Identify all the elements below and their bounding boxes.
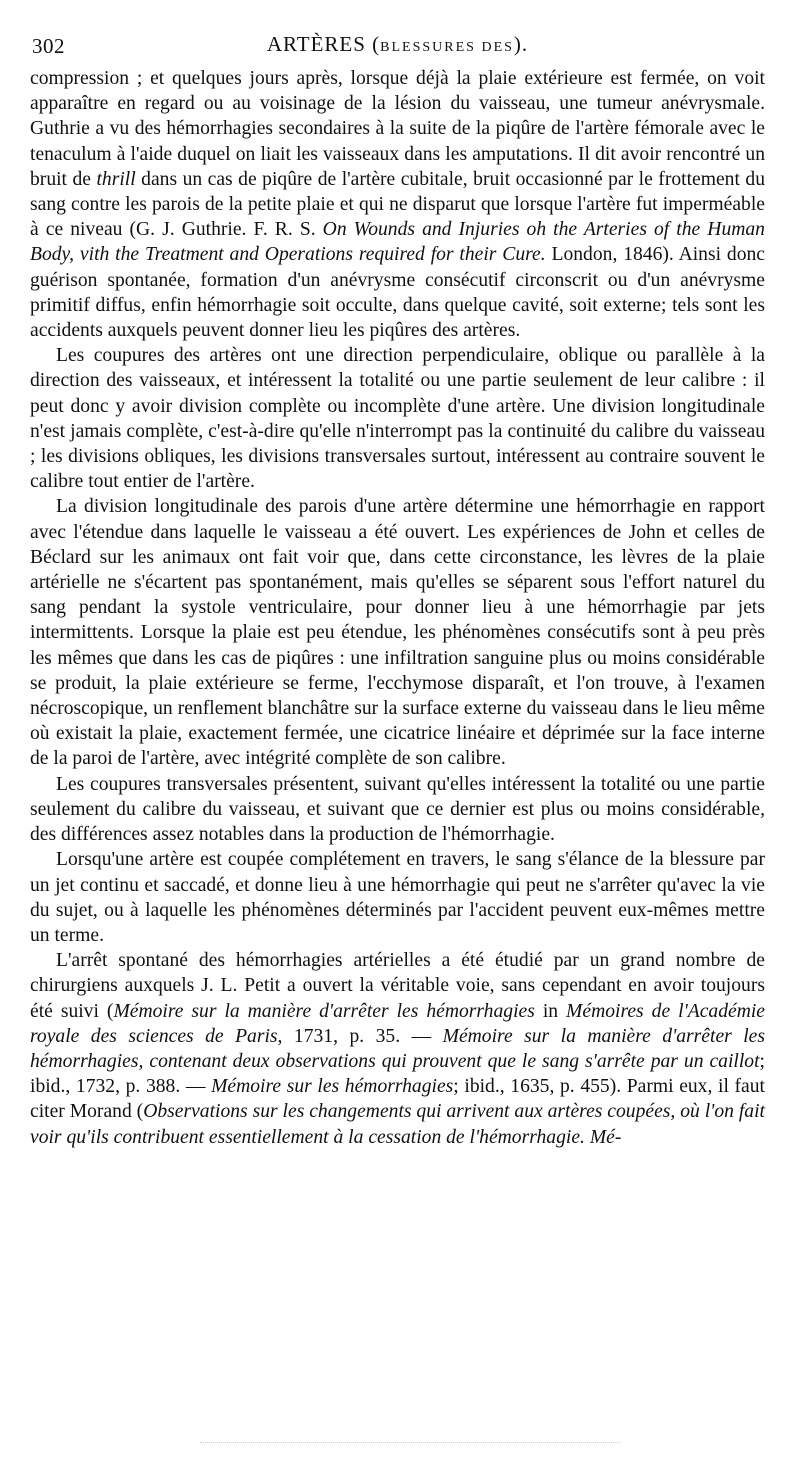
running-title-main: ARTÈRES ( — [266, 32, 381, 56]
text-run: compression ; et quelques jours après, lorsque déjà la plaie extérieure est fermée, on voit apparaître en regard ou au voisinage de la lésion du vaisseau, une tumeur anévrysmale. Guthrie a vu des hémorrhagies secondaires à la suite de la piqûre de l'artère fémorale avec le tenaculum à l'aide duquel on liait les vaisseaux dans les amputations. Il dit avoir rencontré un bruit de — [30, 68, 765, 190]
italic-citation: On Wounds and Injuries oh the Arteries of the Human Body, vith the Treatment and Operations required for their Cure. — [30, 219, 765, 266]
text-run: La division longitudinale des parois d'une artère détermine une hémorrhagie en rapport avec l'étendue dans laquelle le vaisseau a été ouvert. Les expériences de John et celles de Béclard sur les animaux ont fait voir que, dans cette circonstance, les lèvres de la plaie artérielle ne s'écartent pas spontanément, mais qu'elles se séparent sous l'effort naturel du sang pendant la systole ventriculaire, pour donner lieu à une hémorrhagie par jets intermittents. Lorsque la plaie est peu étendue, les phénomènes consécutifs sont à peu près les mêmes que dans les cas de piqûres : une infiltration sanguine plus ou moins considérable se produit, la plaie extérieure se ferme, l'ecchymose disparaît, et l'on trouve, à l'examen nécroscopique, un renflement blanchâtre sur la surface externe du vaisseau dans le lieu même où existait la plaie, exactement fermée, une cicatrice linéaire et déprimée sur la face interne de la paroi de l'artère, avec intégrité complète de son calibre. — [30, 496, 765, 770]
paragraph-p6 — [30, 948, 765, 1150]
paragraph-p4 — [30, 772, 765, 848]
text-run: , 1731, p. 35. — — [277, 1025, 443, 1047]
paragraph-p5 — [30, 847, 765, 948]
paragraph-p2 — [30, 343, 765, 494]
page-footer-rule — [200, 1442, 620, 1447]
text-run: London, 1846). Ainsi donc guérison spontanée, formation d'un anévrysme consécutif circonscrit ou d'un anévrysme primitif diffus, enfin hémorrhagie soit occulte, dans quelque cavité, soit externe; tels sont les accidents auxquels peuvent donner lieu les piqûres des artères. — [30, 244, 765, 342]
body-text — [30, 66, 765, 1150]
text-run: dans un cas de piqûre de l'artère cubitale, bruit occasionné par le frottement du sang contre les parois de la petite plaie et qui ne disparut que lorsque l'artère fut imperméable à ce niveau (G. J. Guthrie. F. R. S. — [30, 168, 766, 241]
text-run: in — [534, 1000, 567, 1022]
page-header — [30, 28, 765, 62]
italic-citation: Mémoire sur la manière d'arrêter les hémorrhagies, contenant deux observations qui prouvent que le sang s'arrête par un caillot — [30, 1025, 765, 1072]
italic-citation: Mémoire sur la manière d'arrêter les hémorrhagies — [113, 1000, 535, 1022]
text-run: Lorsqu'une artère est coupée complétement en travers, le sang s'élance de la blessure par un jet continu et saccadé, et donne lieu à une hémorrhagie qui peut ne s'arrêter qu'avec la vie du sujet, ou à laquelle les phénomènes déterminés par l'accident peuvent eux-mêmes mettre un terme. — [30, 849, 765, 946]
italic-citation: Mémoires de l'Académie royale des sciences de Paris — [30, 1000, 766, 1047]
italic-citation: Mémoire sur les hémorrhagies — [211, 1076, 454, 1098]
paragraph-p3 — [30, 494, 765, 771]
running-title — [30, 32, 765, 57]
running-title-close: ). — [513, 32, 529, 56]
italic-citation: Observations sur les changements qui arrivent aux artères coupées, où l'on fait voir qu'ils contribuent essentiellement à la cessation de l'hémorrhagie. Mé- — [30, 1101, 765, 1148]
text-run: ; ibid., 1635, p. 455). Parmi eux, il faut citer Morand ( — [30, 1076, 765, 1123]
paragraph-p1 — [30, 66, 765, 343]
italic-citation: thrill — [96, 168, 136, 190]
text-run: Les coupures des artères ont une direction perpendiculaire, oblique ou parallèle à la direction des vaisseaux, et intéressent la totalité ou une partie seulement de leur calibre : il peut donc y avoir division complète ou incomplète d'une artère. Une division longitudinale n'est jamais complète, c'est-à-dire qu'elle n'interrompt pas la continuité du calibre du vaisseau ; les divisions obliques, les divisions transversales surtout, intéressent au contraire souvent le calibre tout entier de l'artère. — [30, 345, 765, 493]
running-title-sub: BLESSURES DES — [380, 40, 514, 55]
text-run: Les coupures transversales présentent, suivant qu'elles intéressent la totalité ou une partie seulement du calibre du vaisseau, et suivant que ce dernier est plus ou moins considérable, des différences assez notables dans la production de l'hémorrhagie. — [30, 773, 765, 846]
text-run: L'arrêt spontané des hémorrhagies artérielles a été étudié par un grand nombre de chirurgiens auxquels J. L. Petit a ouvert la véritable voie, sans cependant en avoir toujours été suivi ( — [30, 950, 765, 1022]
page-number: 302 — [32, 34, 65, 58]
text-run: ; ibid., 1732, p. 388. — — [30, 1050, 765, 1098]
book-page — [30, 28, 765, 1150]
